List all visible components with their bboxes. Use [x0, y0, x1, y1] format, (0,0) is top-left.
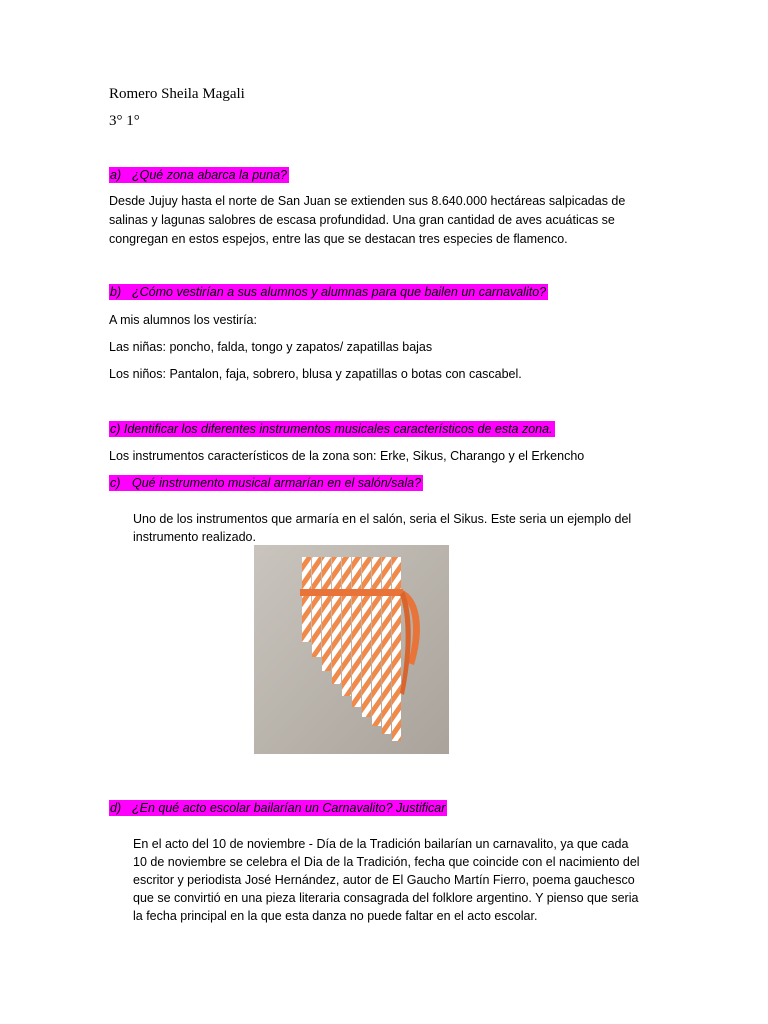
student-grade: 3° 1° [109, 113, 140, 129]
question-c-identify [109, 421, 555, 437]
question-c-build-label: c) [110, 476, 121, 490]
answer-a-line-3: congregan en estos espejos, entre las que se destacan tres especies de flamenco. [109, 232, 568, 246]
answer-c-identify: Los instrumentos característicos de la zona son: Erke, Sikus, Charango y el Erkencho [109, 449, 585, 463]
sikus-illustration [254, 545, 449, 754]
question-a-text: ¿Qué zona abarca la puna? [132, 168, 287, 182]
question-a [109, 167, 289, 183]
question-a-label: a) [110, 168, 122, 182]
student-name: Romero Sheila Magali [109, 86, 245, 102]
answer-b-line-2: Las niñas: poncho, falda, tongo y zapatos/ zapatillas bajas [109, 340, 433, 354]
sikus-photo [254, 545, 449, 754]
question-c-build-text: Qué instrumento musical armarían en el salón/sala? [132, 476, 422, 490]
question-c-build [109, 475, 423, 491]
answer-d-line-2: 10 de noviembre se celebra el Dia de la Tradición, fecha que coincide con el nacimiento del [133, 855, 640, 869]
answer-d-line-4: que se convirtió en una pieza literaria consagrada del folklore argentino. Y pienso que seria [133, 891, 639, 905]
question-d [109, 800, 447, 816]
question-b-text: ¿Cómo vestirían a sus alumnos y alumnas para que bailen un carnavalito? [132, 285, 547, 299]
question-d-label: d) [110, 801, 122, 815]
answer-d-line-1: En el acto del 10 de noviembre - Día de la Tradición bailarían un carnavalito, ya que cada [133, 837, 629, 851]
question-b [109, 284, 548, 300]
answer-d-line-3: escritor y periodista José Hernández, autor de El Gaucho Martín Fierro, poema gauchesco [133, 873, 635, 887]
question-c-identify-text: c) Identificar los diferentes instrumentos musicales característicos de esta zona. [110, 422, 553, 436]
question-d-text: ¿En qué acto escolar bailarían un Carnavalito? Justificar [132, 801, 446, 815]
answer-c-build-line-1: Uno de los instrumentos que armaría en el salón, seria el Sikus. Este seria un ejemplo del [133, 512, 632, 526]
answer-c-build-line-2: instrumento realizado. [133, 530, 256, 544]
answer-d-line-5: la fecha principal en la que esta danza no puede faltar en el acto escolar. [133, 909, 538, 923]
answer-b-line-1: A mis alumnos los vestiría: [109, 313, 257, 327]
answer-b-line-3: Los niños: Pantalon, faja, sobrero, blusa y zapatillas o botas con cascabel. [109, 367, 522, 381]
answer-a-line-2: salinas y lagunas salobres de escasa profundidad. Una gran cantidad de aves acuáticas se [109, 213, 615, 227]
answer-a-line-1: Desde Jujuy hasta el norte de San Juan se extienden sus 8.640.000 hectáreas salpicadas de [109, 194, 626, 208]
question-b-label: b) [110, 285, 122, 299]
ribbon-band [300, 589, 403, 596]
